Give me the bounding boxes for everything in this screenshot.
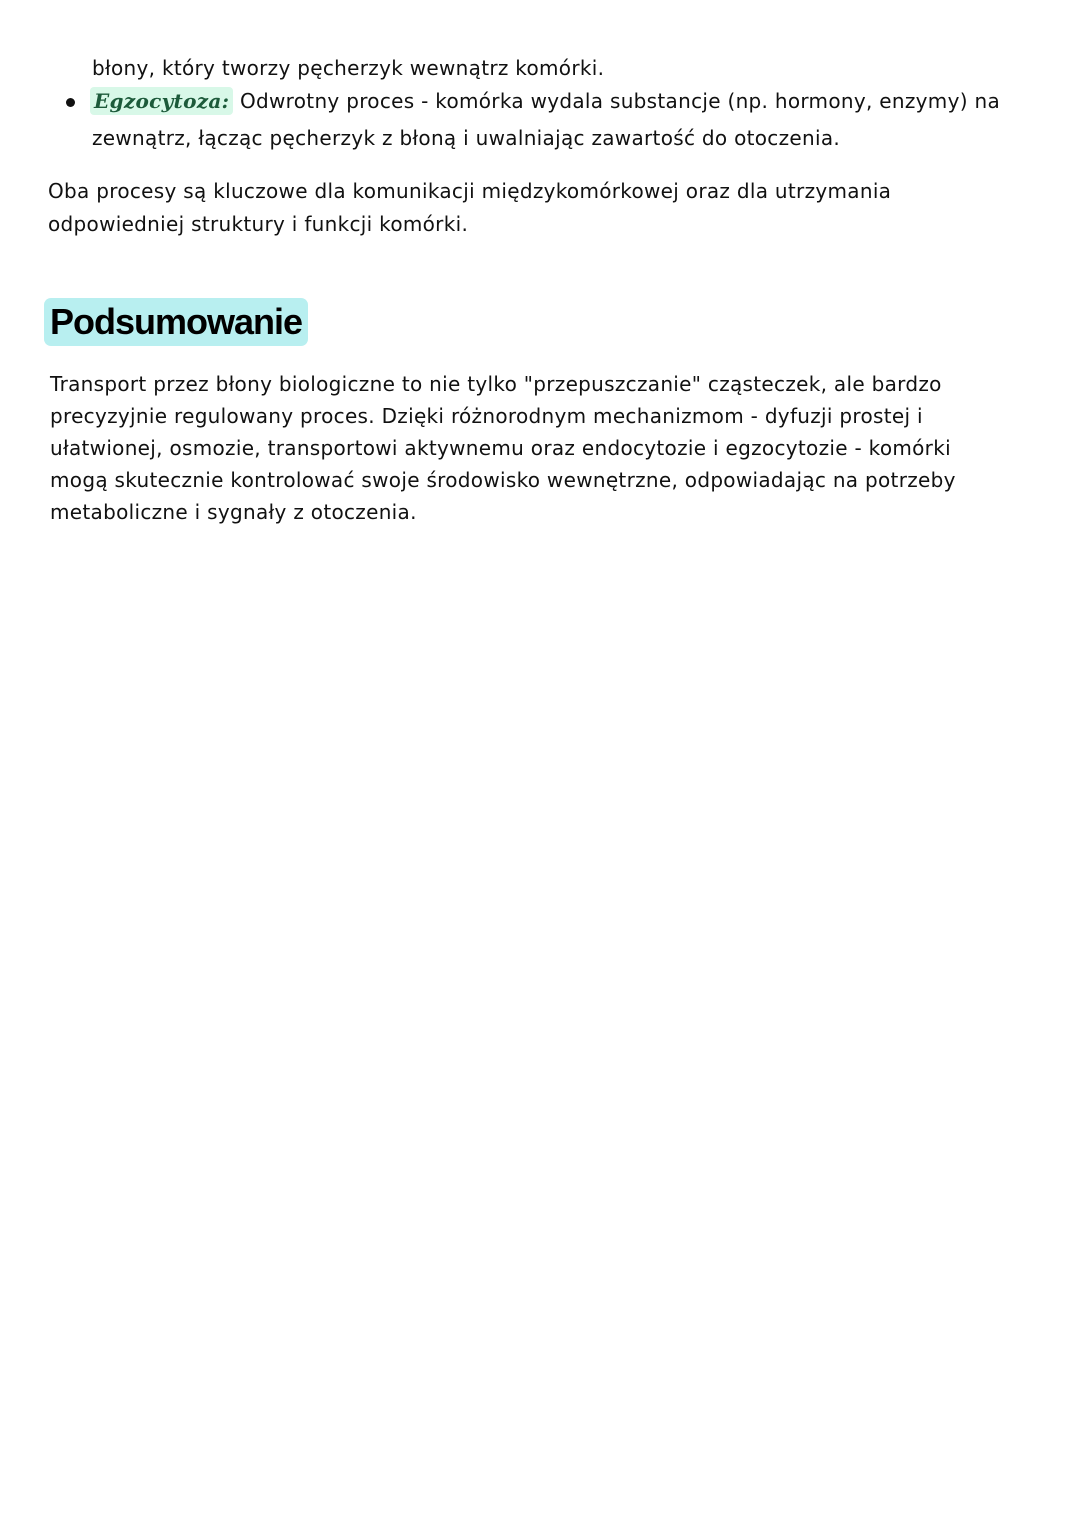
definition-text: Odwrotny proces - komórka wydala substancje (np. hormony, enzymy) na <box>239 89 1001 113</box>
summary-line: precyzyjnie regulowany proces. Dzięki różnorodnym mechanizmom - dyfuzji prostej i <box>50 404 923 428</box>
list-item-egzocytoza <box>90 89 1000 113</box>
summary-line: ułatwionej, osmozie, transportowi aktywnemu oraz endocytozie i egzocytozie - komórki <box>50 436 951 460</box>
summary-line: mogą skutecznie kontrolować swoje środowisko wewnętrzne, odpowiadając na potrzeby <box>50 468 956 492</box>
list-continuation-text: błony, który tworzy pęcherzyk wewnątrz komórki. <box>92 56 605 80</box>
section-heading: Podsumowanie <box>44 298 308 346</box>
term-egzocytoza: Egzocytoza: <box>90 87 233 115</box>
bullet-icon <box>66 98 75 107</box>
summary-line: metaboliczne i sygnały z otoczenia. <box>50 500 417 524</box>
paragraph-line: odpowiedniej struktury i funkcji komórki. <box>48 212 469 236</box>
definition-text-cont: zewnątrz, łącząc pęcherzyk z błoną i uwalniając zawartość do otoczenia. <box>92 126 841 150</box>
paragraph-line: Oba procesy są kluczowe dla komunikacji międzykomórkowej oraz dla utrzymania <box>48 179 892 203</box>
summary-line: Transport przez błony biologiczne to nie tylko "przepuszczanie" cząsteczek, ale bardzo <box>50 372 942 396</box>
